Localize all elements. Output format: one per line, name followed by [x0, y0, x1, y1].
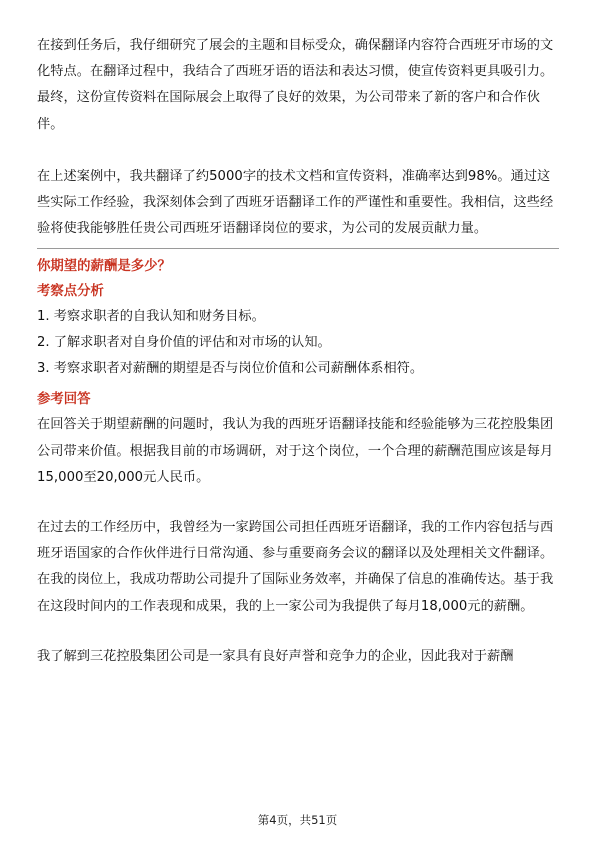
question-heading: 你期望的薪酬是多少？	[37, 259, 171, 275]
analysis-label: 考察点分析	[37, 284, 104, 300]
page-number: 第4页，共51页	[257, 813, 338, 827]
paragraph-gap	[37, 491, 559, 515]
paragraph-gap	[37, 620, 559, 644]
paragraph: 我了解到三花控股集团公司是一家具有良好声誉和竞争力的企业，因此我对于薪酬	[37, 648, 514, 664]
analysis-item: 3. 考察求职者对薪酬的期望是否与岗位价值和公司薪酬体系相符。	[37, 361, 424, 377]
analysis-item: 1. 考察求职者的自我认知和财务目标。	[37, 309, 265, 325]
paragraph-gap	[37, 138, 559, 164]
paragraph: 在过去的工作经历中，我曾经为一家跨国公司担任西班牙语翻译，我的工作内容包括与西班牙语国家的合作伙伴进行日常沟通、参与重要商务会议的翻译以及处理相关文件翻译。在我的岗位上，我成功帮助公司提升了国际业务效率，并确保了信息的准确传达。基于我在这段时间内的工作表现和成果，我的上一家公司为我提供了每月18,000元的薪酬。	[37, 520, 554, 614]
section-divider	[37, 248, 559, 249]
answer-label: 参考回答	[37, 392, 91, 408]
analysis-item: 2. 了解求职者对自身价值的评估和对市场的认知。	[37, 335, 331, 351]
document-body	[37, 33, 559, 670]
paragraph: 在回答关于期望薪酬的问题时，我认为我的西班牙语翻译技能和经验能够为三花控股集团公司带来价值。根据我目前的市场调研，对于这个岗位，一个合理的薪酬范围应该是每月15,000至20,000元人民币。	[37, 417, 554, 485]
paragraph: 在接到任务后，我仔细研究了展会的主题和目标受众，确保翻译内容符合西班牙市场的文化特点。在翻译过程中，我结合了西班牙语的语法和表达习惯，使宣传资料更具吸引力。最终，这份宣传资料在国际展会上取得了良好的效果，为公司带来了新的客户和合作伙伴。	[37, 38, 554, 132]
paragraph: 在上述案例中，我共翻译了约5000字的技术文档和宣传资料，准确率达到98%。通过这些实际工作经验，我深刻体会到了西班牙语翻译工作的严谨性和重要性。我相信，这些经验将使我能够胜任贵公司西班牙语翻译岗位的要求，为公司的发展贡献力量。	[37, 168, 554, 237]
